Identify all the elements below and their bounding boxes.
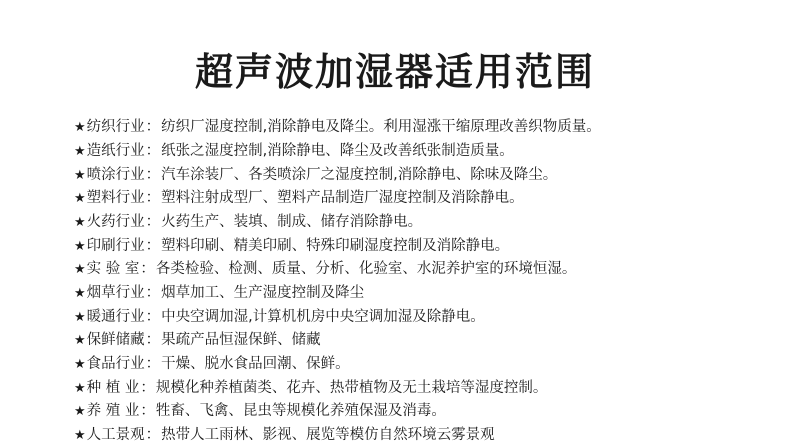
list-item-category: 人工景观 xyxy=(86,427,145,444)
list-item-description: 塑料注射成型厂、塑料产品制造厂湿度控制及消除静电。 xyxy=(161,190,524,207)
list-item xyxy=(74,352,790,376)
list-item xyxy=(74,281,790,305)
list-item-category: 种 植 业 xyxy=(86,379,140,396)
list-item xyxy=(74,305,790,329)
star-icon: ★ xyxy=(74,357,86,373)
list-item-description: 烟草加工、生产湿度控制及降尘 xyxy=(161,285,365,301)
list-item xyxy=(74,210,790,234)
star-icon: ★ xyxy=(74,309,86,325)
star-icon: ★ xyxy=(74,214,86,230)
list-item-separator: ： xyxy=(145,237,161,254)
list-item-category: 火药行业 xyxy=(86,213,145,230)
list-item-category: 食品行业 xyxy=(86,356,145,373)
list-item-description: 塑料印刷、精美印刷、特殊印刷湿度控制及消除静电。 xyxy=(161,237,510,254)
list-item-separator: ： xyxy=(145,119,161,136)
list-item xyxy=(74,234,790,258)
page-title: 超声波加湿器适用范围 xyxy=(194,50,595,94)
list-item-category: 保鲜储藏 xyxy=(86,332,145,349)
list-item-category: 暖通行业 xyxy=(86,308,145,325)
list-item-separator: ： xyxy=(140,403,155,420)
star-icon: ★ xyxy=(74,120,86,136)
list-item-description: 热带人工雨林、影视、展览等模仿自然环境云雾景观 xyxy=(161,427,495,444)
list-item-category: 塑料行业 xyxy=(86,190,145,207)
list-item xyxy=(74,424,790,447)
list-item-separator: ： xyxy=(145,142,161,159)
star-icon: ★ xyxy=(74,167,86,183)
list-item-separator: ： xyxy=(140,379,155,396)
list-item-category: 造纸行业 xyxy=(86,142,145,159)
star-icon: ★ xyxy=(74,191,86,207)
star-icon: ★ xyxy=(74,404,86,420)
list-item xyxy=(74,400,790,424)
list-item-separator: ： xyxy=(145,166,161,183)
list-item-separator: ： xyxy=(140,261,155,278)
list-item-category: 烟草行业 xyxy=(86,285,145,301)
list-item-description: 纺织厂湿度控制,消除静电及降尘。利用湿涨干缩原理改善织物质量。 xyxy=(161,119,601,136)
list-item-description: 中央空调加湿,计算机机房中央空调加湿及除静电。 xyxy=(161,308,485,325)
list-item-separator: ： xyxy=(145,190,161,207)
star-icon: ★ xyxy=(74,238,86,254)
star-icon: ★ xyxy=(74,333,86,349)
list-item-category: 喷涂行业 xyxy=(86,166,145,183)
list-item-separator: ： xyxy=(145,308,161,325)
application-list xyxy=(0,106,790,447)
list-item-category: 养 殖 业 xyxy=(86,403,140,420)
list-item-separator: ： xyxy=(145,427,161,444)
list-item-separator: ： xyxy=(145,356,161,373)
star-icon: ★ xyxy=(74,286,86,301)
list-item-separator: ： xyxy=(145,213,161,230)
list-item xyxy=(74,116,790,140)
list-item xyxy=(74,163,790,187)
list-item-description: 纸张之湿度控制,消除静电、降尘及改善纸张制造质量。 xyxy=(161,142,514,159)
star-icon: ★ xyxy=(74,380,86,396)
list-item-description: 规模化种养植菌类、花卉、热带植物及无土栽培等湿度控制。 xyxy=(155,379,548,396)
list-item xyxy=(74,329,790,353)
list-item-category: 纺织行业 xyxy=(86,119,145,136)
list-item-category: 印刷行业 xyxy=(86,237,145,254)
list-item-description: 干燥、脱水食品回潮、保鲜。 xyxy=(161,356,350,373)
star-icon: ★ xyxy=(74,428,86,444)
star-icon: ★ xyxy=(74,143,86,159)
star-icon: ★ xyxy=(74,262,86,278)
list-item-description: 汽车涂装厂、各类喷涂厂之湿度控制,消除静电、除味及降尘。 xyxy=(161,166,558,183)
list-item-description: 牲畜、飞禽、昆虫等规模化养殖保湿及消毒。 xyxy=(155,403,446,420)
list-item xyxy=(74,258,790,282)
list-item-separator: ： xyxy=(145,332,161,349)
list-item xyxy=(74,376,790,400)
list-item xyxy=(74,187,790,211)
list-item-description: 火药生产、装填、制成、储存消除静电。 xyxy=(161,213,423,230)
list-item xyxy=(74,139,790,163)
list-item-description: 各类检验、检测、质量、分析、化验室、水泥养护室的环境恒湿。 xyxy=(155,261,577,278)
list-item-separator: ： xyxy=(145,285,161,301)
list-item-description: 果疏产品恒湿保鲜、储藏 xyxy=(161,332,321,349)
list-item-category: 实 验 室 xyxy=(86,261,140,278)
